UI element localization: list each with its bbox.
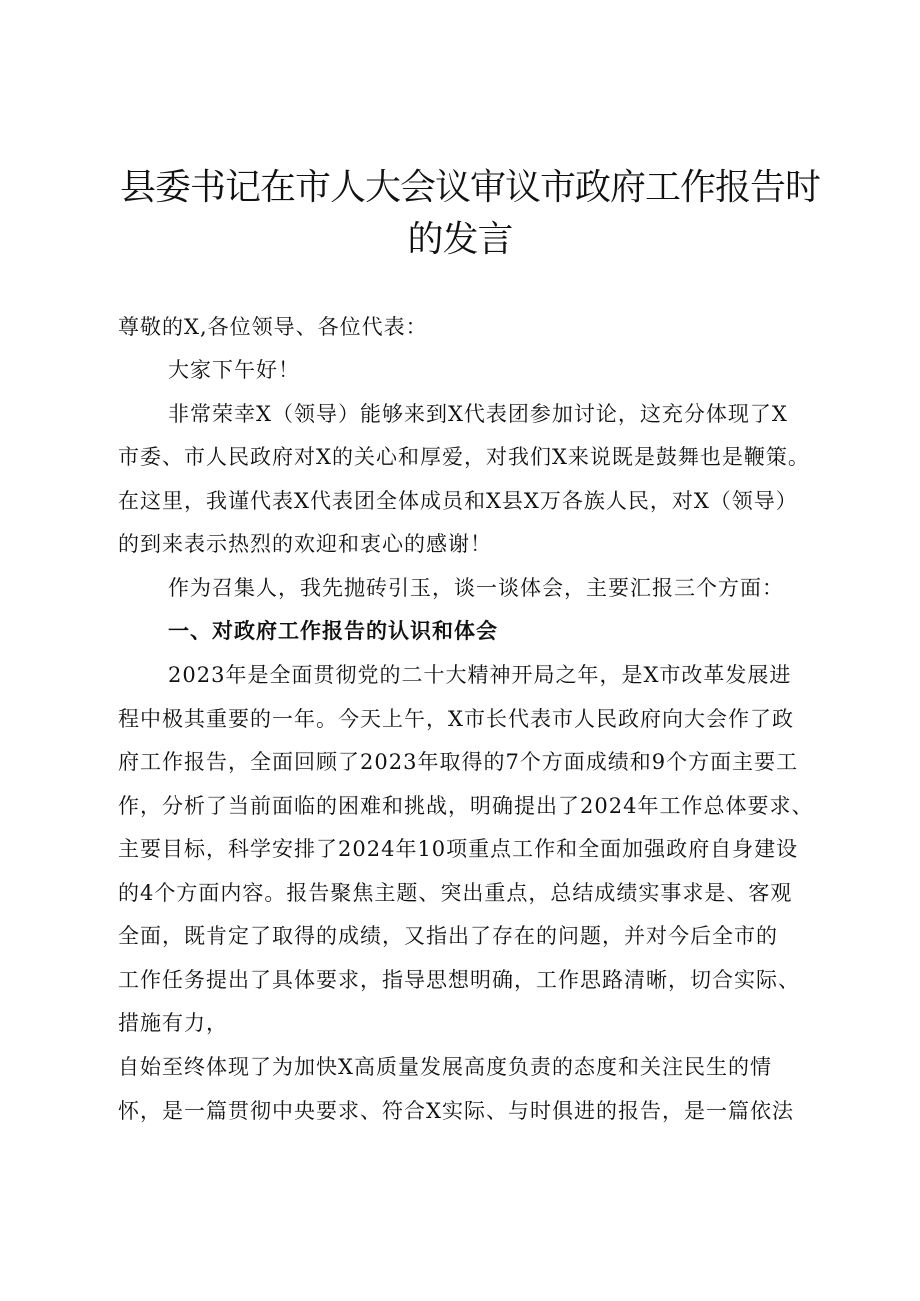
paragraph-line: 怀，是一篇贯彻中央要求、符合X实际、与时俱进的报告，是一篇依法: [118, 1099, 794, 1123]
section-heading: 一、对政府工作报告的认识和体会: [168, 618, 498, 643]
paragraph-line: 府工作报告，全面回顾了2023年取得的7个方面成绩和9个方面主要工: [118, 750, 799, 774]
paragraph-line: 措施有力，: [118, 1011, 228, 1035]
paragraph-line: 2023年是全面贯彻党的二十大精神开局之年，是X市改革发展进: [168, 663, 792, 687]
paragraph-line: 程中极其重要的一年。今天上午，X市长代表市人民政府向大会作了政: [118, 707, 794, 731]
paragraph-line: 市委、市人民政府对X的关心和厚爱，对我们X来说既是鼓舞也是鞭策。: [118, 445, 810, 469]
document-title-line-2: 的发言: [407, 219, 513, 260]
paragraph-line: 在这里，我谨代表X代表团全体成员和X县X万各族人民，对X（领导）: [118, 489, 798, 513]
paragraph-line: 作为召集人，我先抛砖引玉，谈一谈体会，主要汇报三个方面：: [168, 576, 784, 600]
paragraph-line: 的4个方面内容。报告聚焦主题、突出重点，总结成绩实事求是、客观: [118, 881, 793, 905]
paragraph-line: 主要目标，科学安排了2024年10项重点工作和全面加强政府自身建设: [118, 837, 799, 861]
paragraph-line: 工作任务提出了具体要求，指导思想明确，工作思路清晰，切合实际、: [118, 968, 800, 992]
salutation: 尊敬的X,各位领导、各位代表：: [118, 315, 428, 339]
paragraph-line: 自始至终体现了为加快X高质量发展高度负责的态度和关注民生的情: [118, 1055, 772, 1079]
document-title-line-1: 县委书记在市人大会议审议市政府工作报告时: [120, 167, 821, 208]
paragraph-line: 非常荣幸X（领导）能够来到X代表团参加讨论，这充分体现了X: [168, 402, 788, 426]
paragraph-line: 作，分析了当前面临的困难和挑战，明确提出了2024年工作总体要求、: [118, 794, 814, 818]
greeting: 大家下午好！: [168, 358, 300, 382]
paragraph-line: 的到来表示热烈的欢迎和衷心的感谢！: [118, 532, 492, 556]
paragraph-line: 全面，既肯定了取得的成绩，又指出了存在的问题，并对今后全市的: [118, 924, 778, 948]
